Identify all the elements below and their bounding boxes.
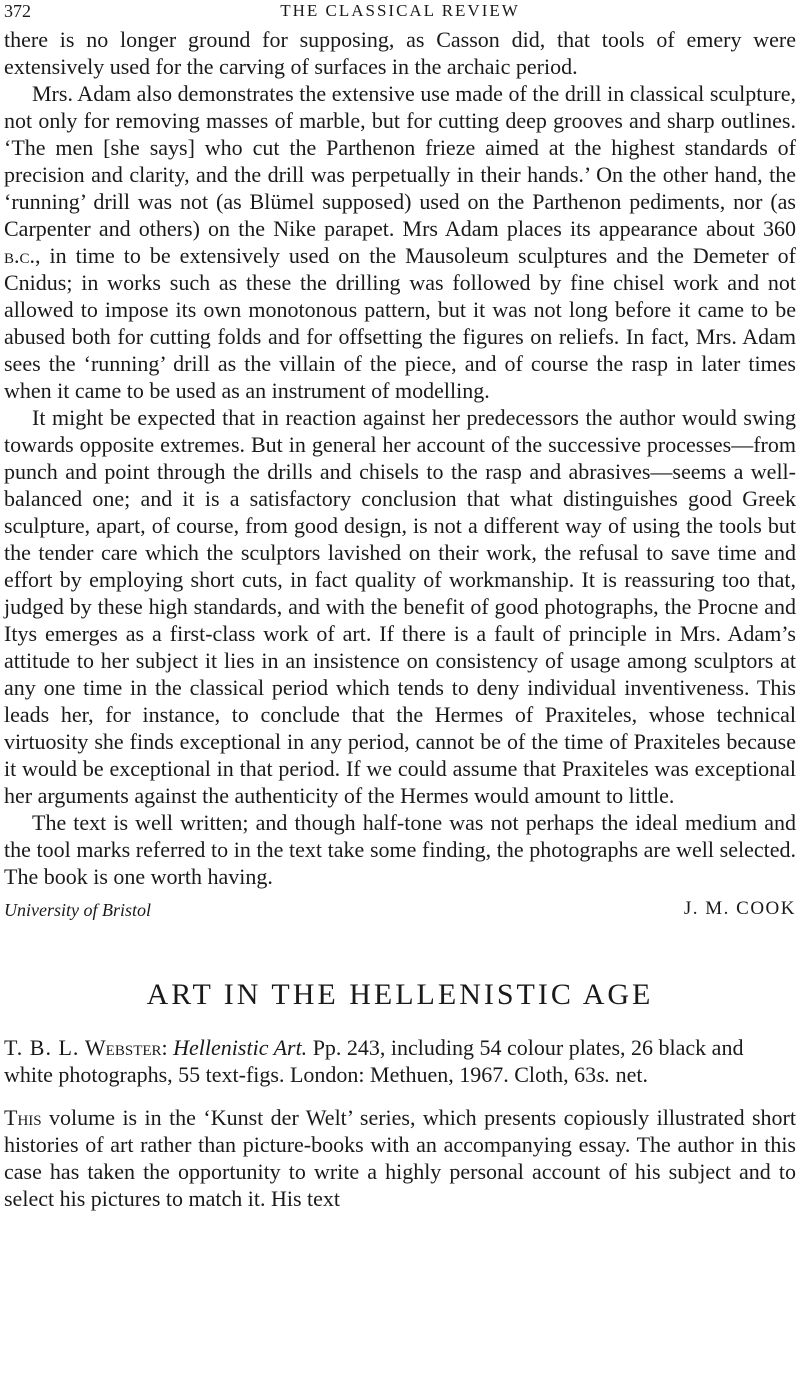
- review1-paragraph-2: [4, 80, 796, 404]
- page: [4, 0, 796, 1212]
- review2-lead-word: This: [4, 1105, 42, 1130]
- review1-paragraph-1: there is no longer ground for supposing, as Casson did, that tools of emery were extensively used for the carving of surfaces in the archaic period.: [4, 27, 796, 79]
- reviewer-name: J. M. COOK: [683, 898, 796, 919]
- page-number: 372: [4, 1, 31, 21]
- citation-price-net: net.: [610, 1062, 649, 1087]
- running-head: [4, 0, 796, 26]
- citation-price-unit: s.: [596, 1062, 611, 1087]
- citation-author-surname: Webster: [84, 1035, 162, 1060]
- reviewer-institution: University of Bristol: [4, 900, 151, 920]
- citation-details: Pp. 243, including 54 colour plates, 26 black and white photographs, 55 text-figs. London: Methuen, 1967. Cloth, 63: [4, 1035, 744, 1087]
- review1-paragraph-3: It might be expected that in reaction against her predecessors the author would swing towards opposite extremes. But in general her account of the successive processes—from punch and point through the drills and chisels to the rasp and abrasives—seems a well-balanced one; and it is a satisfactory conclusion that what distinguishes good Greek sculpture, apart, of course, from good design, is not a different way of using the tools but the tender care which the sculptors lavished on their work, the refusal to save time and effort by employing short cuts, in fact quality of workmanship. It is reassuring too that, judged by these high standards, and with the benefit of good photographs, the Procne and Itys emerges as a first-class work of art. If there is a fault of principle in Mrs. Adam’s attitude to her subject it lies in an insistence on consistency of usage among sculptors at any one time in the classical period which tends to deny individual inventiveness. This leads her, for instance, to conclude that the Hermes of Praxiteles, whose technical virtuosity she finds exceptional in any period, cannot be of the time of Praxiteles because it would be exceptional in that period. If we could assume that Praxiteles was exceptional her arguments against the authenticity of the Hermes would amount to little.: [4, 405, 796, 808]
- journal-title: THE CLASSICAL REVIEW: [280, 1, 520, 20]
- review2-paragraph-1: [4, 1104, 796, 1212]
- bc-abbreviation: b.c.: [4, 243, 36, 268]
- book-citation: T. B. L. Webster: Hellenistic Art. Pp. 243, including 54 colour plates, 26 black and white photographs, 55 text-figs. London: Methuen, 1967. Cloth, 63s. net.: [4, 1035, 744, 1087]
- citation-author-initials: T. B. L.: [4, 1035, 80, 1060]
- citation-book-title: Hellenistic Art.: [173, 1035, 308, 1060]
- review1-signoff: [4, 898, 796, 928]
- review1-paragraph-2-text: Mrs. Adam also demonstrates the extensive use made of the drill in classical sculpture, not only for removing masses of marble, but for cutting deep grooves and sharp outlines. ‘The men [she says] who cut the Parthenon frieze aimed at the highest standards of precision and clarity, and the drill was perpetually in their hands.’ On the other hand, the ‘running’ drill was not (as Blümel supposed) used on the Parthenon pediments, nor (as Carpenter and others) on the Nike parapet. Mrs Adam places its appearance about 360: [4, 81, 796, 241]
- review1-paragraph-4: The text is well written; and though half-tone was not perhaps the ideal medium and the tool marks referred to in the text take some finding, the photographs are well selected. The book is one worth having.: [4, 810, 796, 889]
- review2-body: volume is in the ‘Kunst der Welt’ series, which presents copiously illustrated short histories of art rather than picture-books with an accompanying essay. The author in this case has taken the opportunity to write a highly personal account of his subject and to select his pictures to match it. His text: [4, 1105, 796, 1211]
- review1-paragraph-2-rest: , in time to be extensively used on the Mausoleum sculptures and the Demeter of Cnidus; in works such as these the drilling was followed by fine chisel work and not allowed to impose its own monotonous pattern, but it was not long before it came to be abused both for cutting folds and for offsetting the figures on reliefs. In fact, Mrs. Adam sees the ‘running’ drill as the villain of the piece, and of course the rasp in later times when it came to be used as an instrument of modelling.: [4, 243, 796, 403]
- section-title: ART IN THE HELLENISTIC AGE: [146, 978, 654, 1011]
